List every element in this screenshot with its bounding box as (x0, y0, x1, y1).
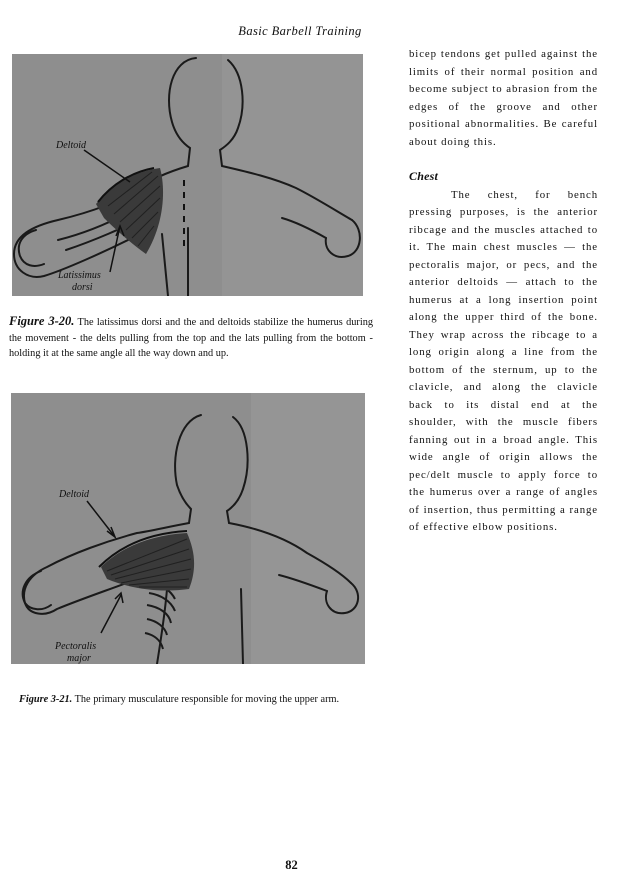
figure-3-20-caption (9, 314, 373, 362)
figure-3-21-pec-label-line1: Pectoralis (55, 641, 97, 652)
figure-3-20-caption-text: The latissimus dorsi and the and deltoids stabilize the humerus during the movement - the delts pulling from the top and the lats pulling from the bottom - holding it at the same angle all the way down and up. (9, 317, 373, 359)
running-head: Basic Barbell Training (238, 24, 362, 38)
section-heading-chest: Chest (409, 169, 439, 183)
figure-3-21-deltoid-label: Deltoid (59, 489, 89, 500)
figure-3-20-lats-label-line1: Latissimus (58, 270, 101, 281)
figure-3-20-deltoid-label: Deltoid (56, 140, 86, 151)
figure-3-21-illustration (11, 393, 365, 664)
figure-3-21-caption-label: Figure 3-21. (19, 694, 73, 705)
body-text-column (409, 46, 598, 537)
figure-3-21-pec-label-line2: major (67, 653, 91, 664)
chest-paragraph: The chest, for bench pressing purposes, is the anterior ribcage and the muscles attached to it. The main chest muscles — the pectoralis major, or pecs, and the anterior deltoids — attach to the humerus at a long insertion point along the upper third of the bone. They wrap across the ribcage to a long origin along a line from the bottom of the sternum, up to the clavicle, and along the clavicle back to its distal end at the shoulder, with the muscle fibers fanning out in a broad angle. This wide angle of origin allows the pec/delt muscle to apply force to the humerus over a range of angles of insertion, thus permitting a range of effective elbow positions. (409, 188, 598, 533)
page-number: 82 (285, 858, 298, 872)
continued-paragraph: bicep tendons get pulled against the limits of their normal position and become subject to abrasion from the edges of the groove and other positional abnormalities. Be careful about doing this. (409, 48, 598, 148)
figure-3-20-caption-label: Figure 3-20. (9, 314, 75, 328)
figure-3-21-caption-text: The primary musculature responsible for moving the upper arm. (74, 694, 340, 705)
figure-3-20-illustration (12, 54, 363, 296)
figure-3-20-lats-label-line2: dorsi (72, 282, 93, 293)
figure-3-21-caption (19, 692, 379, 708)
